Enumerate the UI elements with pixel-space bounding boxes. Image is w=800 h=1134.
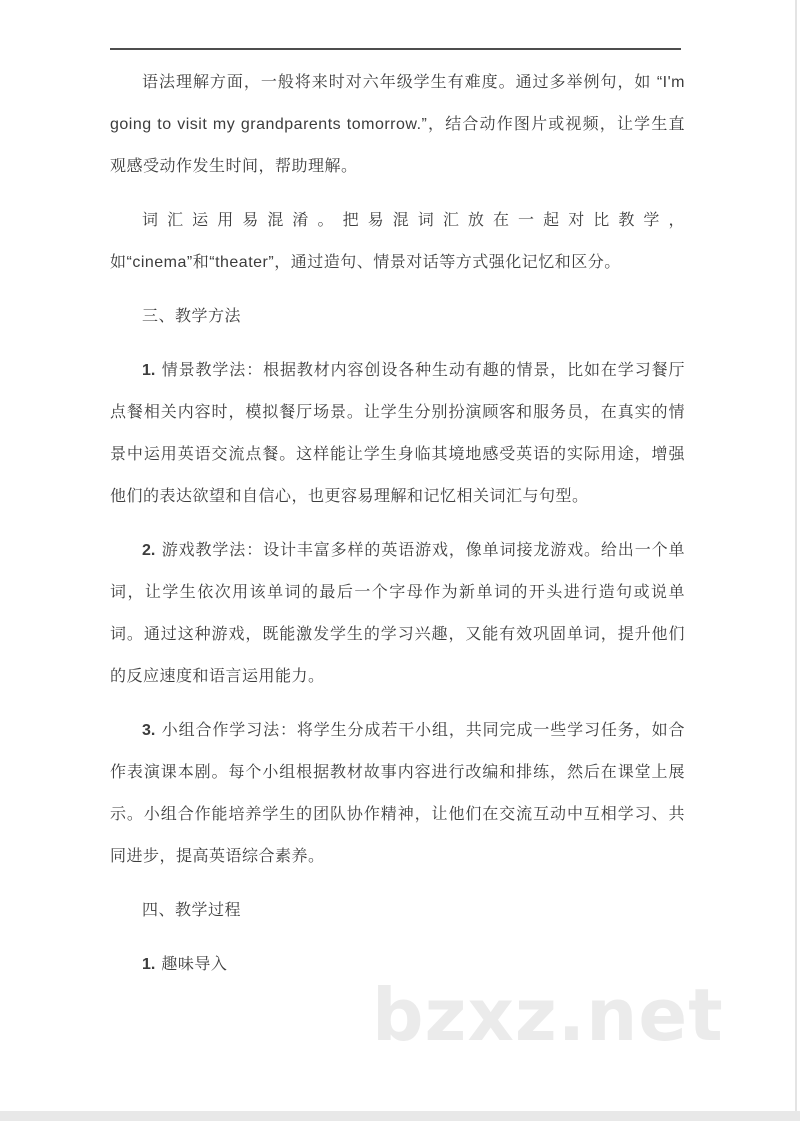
paragraph-method-situational	[110, 350, 685, 518]
section-heading-teaching-methods	[110, 296, 685, 338]
heading-text: 三、教学方法	[142, 308, 242, 325]
page-right-edge	[795, 0, 797, 1112]
list-number: 2.	[142, 542, 156, 559]
list-number: 3.	[142, 722, 156, 739]
site-watermark: bzxz.net	[372, 973, 724, 1057]
document-body	[110, 50, 685, 986]
paragraph-text: 趣味导入	[161, 956, 228, 973]
paragraph-method-games	[110, 530, 685, 698]
section-heading-teaching-process	[110, 890, 685, 932]
paragraph-text: 情景教学法：根据教材内容创设各种生动有趣的情景，比如在学习餐厅点餐相关内容时，模拟餐厅场景。让学生分别扮演顾客和服务员，在真实的情景中运用英语交流点餐。这样能让学生身临其境地感受英语的实际用途，增强他们的表达欲望和自信心，也更容易理解和记忆相关词汇与句型。	[110, 362, 685, 505]
heading-text: 四、教学过程	[142, 902, 242, 919]
paragraph-text: 游戏教学法：设计丰富多样的英语游戏，像单词接龙游戏。给出一个单词，让学生依次用该单词的最后一个字母作为新单词的开头进行造句或说单词。通过这种游戏，既能激发学生的学习兴趣，又能有效巩固单词，提升他们的反应速度和语言运用能力。	[110, 542, 685, 685]
list-number: 1.	[142, 956, 156, 973]
paragraph-text: 小组合作学习法：将学生分成若干小组，共同完成一些学习任务，如合作表演课本剧。每个小组根据教材故事内容进行改编和排练，然后在课堂上展示。小组合作能培养学生的团队协作精神，让他们在交流互动中互相学习、共同进步，提高英语综合素养。	[110, 722, 685, 865]
page-bottom-band	[0, 1111, 800, 1121]
list-number: 1.	[142, 362, 156, 379]
paragraph-grammar-difficulty	[110, 62, 685, 188]
paragraph-text: 词汇运用易混淆。把易混词汇放在一起对比教学，如“cinema”和“theater”，通过造句、情景对话等方式强化记忆和区分。	[110, 212, 685, 271]
paragraph-method-group-work	[110, 710, 685, 878]
paragraph-vocabulary-confusion	[110, 200, 685, 284]
paragraph-text: 语法理解方面，一般将来时对六年级学生有难度。通过多举例句，如 “I'm going to visit my grandparents tomorrow.”，结合动作图片或视频，让学生直观感受动作发生时间，帮助理解。	[110, 74, 685, 175]
